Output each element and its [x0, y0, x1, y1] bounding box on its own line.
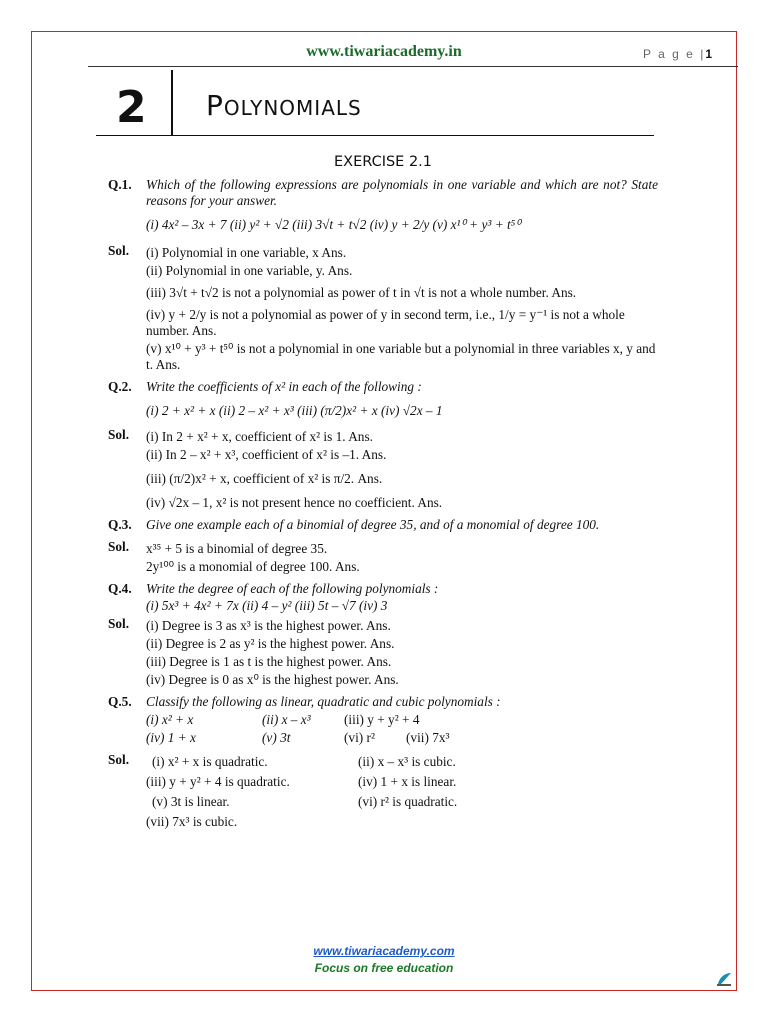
question-4 [108, 581, 658, 597]
question-text: Write the coefficients of x² in each of the following : [146, 378, 422, 394]
solution-line: (iv) Degree is 0 as x⁰ is the highest power. Ans. [146, 672, 399, 688]
title-divider [96, 135, 654, 136]
option: (iii) y + y² + 4 [344, 712, 420, 728]
solution-row [146, 754, 658, 770]
option: (i) x² + x [146, 712, 194, 728]
solution-cell: (i) x² + x is quadratic. [152, 754, 268, 770]
solution-label: Sol. [108, 538, 130, 554]
solution-row [146, 774, 658, 790]
exercise-heading: EXERCISE 2.1 [333, 154, 433, 170]
solution-body [146, 243, 658, 375]
solution-line: (i) Polynomial in one variable, x Ans. [146, 245, 347, 261]
question-3 [108, 517, 658, 533]
solution-row [146, 794, 658, 810]
page-label: P a g e | [643, 47, 706, 61]
solution-3 [108, 539, 658, 577]
solution-line: (i) Degree is 3 as x³ is the highest power. Ans. [146, 618, 391, 634]
question-label: Q.4. [108, 580, 132, 596]
solution-line: (iii) (π/2)x² + x, coefficient of x² is π/2. Ans. [146, 470, 383, 486]
document-body [108, 154, 658, 834]
solution-cell: (iv) 1 + x is linear. [358, 774, 457, 790]
solution-2 [108, 427, 658, 513]
solution-cell: (v) 3t is linear. [152, 793, 230, 809]
solution-4 [108, 616, 658, 690]
question-label: Q.2. [108, 378, 132, 394]
question-5 [108, 694, 658, 710]
solution-line: (v) x¹⁰ + y³ + t⁵⁰ is not a polynomial in one variable but a polynomial in three variables x, y and t. Ans. [146, 341, 656, 372]
solution-cell: (ii) x – x³ is cubic. [358, 754, 456, 770]
solution-body [146, 616, 658, 690]
option: (vii) 7x³ [406, 730, 450, 746]
solution-cell: (vii) 7x³ is cubic. [146, 813, 238, 829]
solution-line: (i) In 2 + x² + x, coefficient of x² is 1. Ans. [146, 428, 373, 444]
solution-1 [108, 243, 658, 375]
question-2 [108, 379, 658, 395]
tiwari-logo-icon [716, 972, 732, 986]
question-label: Q.3. [108, 516, 132, 532]
option: (vi) r² [344, 730, 375, 746]
solution-line: (iv) y + 2/y is not a polynomial as power of y in second term, i.e., 1/y = y⁻¹ is not a whole number. Ans. [146, 307, 625, 339]
solution-body [146, 427, 658, 513]
solution-5 [108, 752, 658, 834]
option: (iv) 1 + x [146, 730, 196, 746]
chapter-title: Polynomials [206, 89, 362, 122]
option: (v) 3t [262, 730, 291, 746]
question-options-row [108, 712, 658, 728]
site-url[interactable]: www.tiwariacademy.in [306, 43, 462, 60]
footer-tagline: Focus on free education [314, 961, 454, 975]
solution-line: (ii) In 2 – x² + x³, coefficient of x² is –1. Ans. [146, 446, 387, 462]
footer-link[interactable]: www.tiwariacademy.com [313, 944, 455, 958]
solution-line: x³⁵ + 5 is a binomial of degree 35. [146, 540, 328, 556]
option: (ii) x – x³ [262, 712, 311, 728]
chapter-separator [171, 70, 173, 135]
header-divider [88, 66, 738, 67]
solution-label: Sol. [108, 426, 130, 442]
question-text: Which of the following expressions are polynomials in one variable and which are not? State reasons for your answer. [146, 177, 658, 209]
question-options: (i) 4x² – 3x + 7 (ii) y² + √2 (iii) 3√t + t√2 (iv) y + 2/y (v) x¹⁰ + y³ + t⁵⁰ [146, 217, 521, 233]
chapter-number: 2 [116, 82, 147, 133]
question-options: (i) 5x³ + 4x² + 7x (ii) 4 – y² (iii) 5t – √7 (iv) 3 [146, 598, 388, 614]
solution-line: (ii) Polynomial in one variable, y. Ans. [146, 263, 353, 279]
page-number-value: 1 [705, 47, 712, 61]
solution-body [146, 752, 658, 834]
solution-row [146, 814, 658, 830]
solution-line: (ii) Degree is 2 as y² is the highest power. Ans. [146, 636, 395, 652]
question-text: Write the degree of each of the following polynomials : [146, 580, 439, 596]
question-label: Q.1. [108, 177, 132, 193]
solution-line: (iii) Degree is 1 as t is the highest power. Ans. [146, 654, 392, 670]
question-text: Give one example each of a binomial of degree 35, and of a monomial of degree 100. [146, 516, 600, 532]
question-options: (i) 2 + x² + x (ii) 2 – x² + x³ (iii) (π/2)x² + x (iv) √2x – 1 [146, 402, 443, 418]
solution-label: Sol. [108, 752, 130, 768]
question-text: Classify the following as linear, quadratic and cubic polynomials : [146, 694, 501, 710]
solution-cell: (iii) y + y² + 4 is quadratic. [146, 774, 290, 790]
solution-label: Sol. [108, 616, 130, 632]
question-1 [108, 177, 658, 209]
solution-cell: (vi) r² is quadratic. [358, 793, 458, 809]
solution-line: (iii) 3√t + t√2 is not a polynomial as power of t in √t is not a whole number. Ans. [146, 285, 577, 301]
solution-body [146, 539, 658, 577]
solution-line: (iv) √2x – 1, x² is not present hence no coefficient. Ans. [146, 494, 443, 510]
question-label: Q.5. [108, 694, 132, 710]
question-options-row [108, 730, 658, 746]
page-number [643, 47, 712, 61]
solution-line: 2y¹⁰⁰ is a monomial of degree 100. Ans. [146, 558, 360, 574]
solution-label: Sol. [108, 243, 130, 259]
